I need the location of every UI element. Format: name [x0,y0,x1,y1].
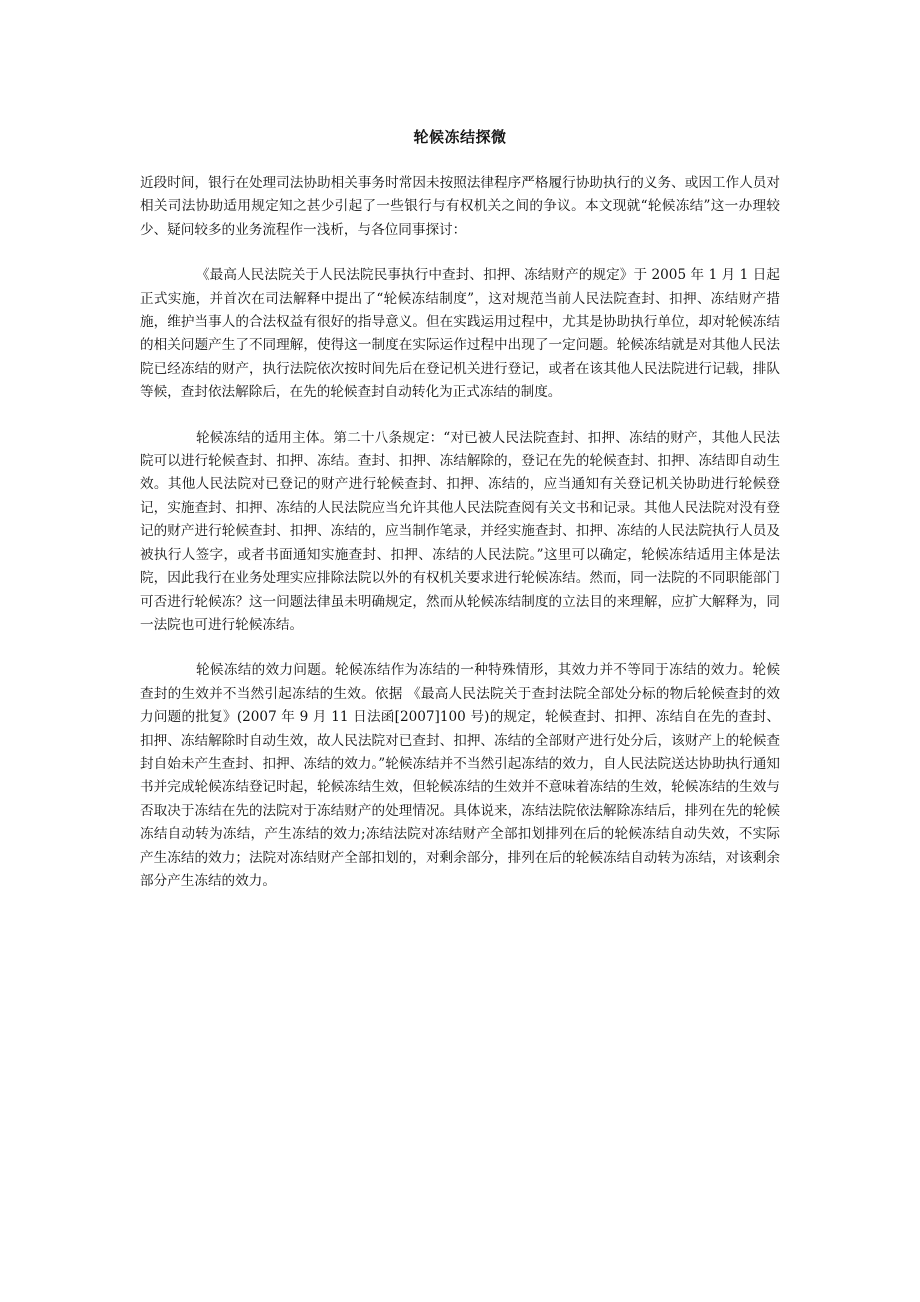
document-page [140,124,780,915]
paragraph-effect: 轮候冻结的效力问题。轮候冻结作为冻结的一种特殊情形，其效力并不等同于冻结的效力。轮候查封的生效并不当然引起冻结的生效。依据 《最高人民法院关于查封法院全部处分标的物后轮候查封的效力问题的批复》(2007 年 9 月 11 日法函[2007]100 号)的规定，轮候查封、扣押、冻结自在先的查封、扣押、冻结解除时自动生效，故人民法院对已查封、扣押、冻结的全部财产进行处分后，该财产上的轮候查封自始未产生查封、扣押、冻结的效力。”轮候冻结并不当然引起冻结的效力，自人民法院送达协助执行通知书并完成轮候冻结登记时起，轮候冻结生效，但轮候冻结的生效并不意味着冻结的生效，轮候冻结的生效与否取决于冻结在先的法院对于冻结财产的处理情况。具体说来，冻结法院依法解除冻结后，排列在先的轮候冻结自动转为冻结，产生冻结的效力;冻结法院对冻结财产全部扣划排列在后的轮候冻结自动失效，不实际产生冻结的效力；法院对冻结财产全部扣划的，对剩余部分，排列在后的轮候冻结自动转为冻结，对该剩余部分产生冻结的效力。 [140,662,780,889]
paragraph-applicable-subject: 轮候冻结的适用主体。第二十八条规定：“对已被人民法院查封、扣押、冻结的财产，其他人民法院可以进行轮候查封、扣押、冻结。查封、扣押、冻结解除的，登记在先的轮候查封、扣押、冻结即自动生效。其他人民法院对已登记的财产进行轮候查封、扣押、冻结的，应当通知有关登记机关协助进行轮候登记，实施查封、扣押、冻结的人民法院应当允许其他人民法院查阅有关文书和记录。其他人民法院对没有登记的财产进行轮候查封、扣押、冻结的，应当制作笔录，并经实施查封、扣押、冻结的人民法院执行人员及被执行人签字，或者书面通知实施查封、扣押、冻结的人民法院。”这里可以确定，轮候冻结适用主体是法院，因此我行在业务处理实应排除法院以外的有权机关要求进行轮候冻结。然而，同一法院的不同职能部门可否进行轮候冻？这一问题法律虽未明确规定，然而从轮候冻结制度的立法目的来理解，应扩大解释为，同一法院也可进行轮候冻结。 [140,429,780,633]
paragraph-regulation: 《最高人民法院关于人民法院民事执行中查封、扣押、冻结财产的规定》于 2005 年 1 月 1 日起正式实施，并首次在司法解释中提出了“轮候冻结制度”，这对规范当前人民法院查封、扣押、冻结财产措施，维护当事人的合法权益有很好的指导意义。但在实践运用过程中，尤其是协助执行单位，却对轮候冻结的相关问题产生了不同理解，使得这一制度在实际运作过程中出现了一定问题。轮候冻结就是对其他人民法院已经冻结的财产，执行法院依次按时间先后在登记机关进行登记，或者在该其他人民法院进行记载，排队等候，查封依法解除后，在先的轮候查封自动转化为正式冻结的制度。 [140,267,780,401]
document-title: 轮候冻结探微 [413,128,507,146]
paragraph-intro: 近段时间，银行在处理司法协助相关事务时常因未按照法律程序严格履行协助执行的义务、或因工作人员对相关司法协助适用规定知之甚少引起了一些银行与有权机关之间的争议。本文现就“轮候冻结”这一办理较少、疑问较多的业务流程作一浅析，与各位同事探讨： [140,175,780,238]
